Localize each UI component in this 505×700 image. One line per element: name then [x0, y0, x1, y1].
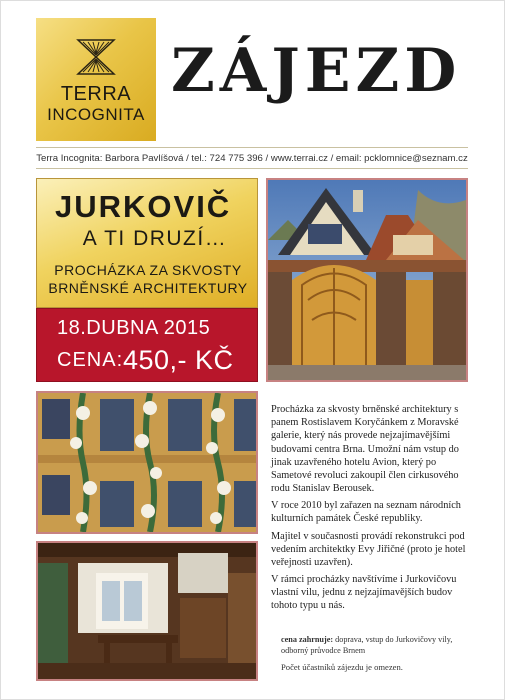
description-paragraph: V rámci procházky navštívíme i Jurkovičovu vlastní vilu, jednu z nejzajímavějších budov tohoto typu u nás.	[271, 574, 457, 612]
price-value: 450,- KČ	[123, 345, 234, 375]
headline-tagline	[37, 261, 259, 297]
price-label: CENA:	[57, 349, 124, 371]
description-text	[271, 403, 476, 617]
villa-photo	[266, 178, 468, 382]
price-includes-label: cena zahrnuje:	[281, 635, 334, 644]
headline-subtitle: A TI DRUZÍ…	[82, 227, 228, 250]
date-price-box	[36, 308, 258, 382]
description-paragraph: V roce 2010 byl zařazen na seznam národních kulturních památek České republiky.	[271, 500, 461, 525]
price-includes-note	[281, 634, 481, 656]
poster-title: ZÁJEZD	[171, 36, 462, 106]
facade-photo	[36, 391, 258, 534]
logo-text-line2: INCOGNITA	[47, 105, 145, 124]
hourglass-emblem-icon	[75, 38, 117, 76]
headline-name: JURKOVIČ	[55, 189, 232, 224]
terra-incognita-logo	[36, 18, 156, 141]
headline-tagline-line1: PROCHÁZKA ZA SKVOSTY	[54, 262, 242, 278]
interior-photo	[36, 541, 258, 681]
event-date: 18.DUBNA 2015	[57, 317, 211, 339]
price-includes-text: doprava, vstup do Jurkovičovy vily, odborný průvodce Brnem	[281, 635, 453, 656]
headline-tagline-line2: BRNĚNSKÉ ARCHITEKTURY	[48, 280, 248, 297]
description-paragraph: Procházka za skvosty brněnské architektury s panem Rostislavem Koryčánkem z Moravské galerie, který nás provede nejzajímavějšími budovami centra Brna. Umožní nám vstup do jinak uzavřeného hotelu Avion, který po Sametové revoluci zakoupil člen cirkusového rodu Stanislav Berousek.	[271, 404, 459, 495]
contact-bar: Terra Incognita: Barbora Pavlíšová / tel.: 724 775 396 / www.terrai.cz / email: pcklomnice@seznam.cz	[36, 147, 468, 169]
headline-box	[36, 178, 258, 308]
logo-text-line1: TERRA	[60, 83, 132, 105]
description-paragraph: Majitel v současnosti provádí rekonstrukci pod vedením architektky Evy Jiřičné (proto je hotel veřejnosti uzavřen).	[271, 530, 466, 568]
capacity-note: Počet účastníků zájezdu je omezen.	[281, 662, 403, 672]
